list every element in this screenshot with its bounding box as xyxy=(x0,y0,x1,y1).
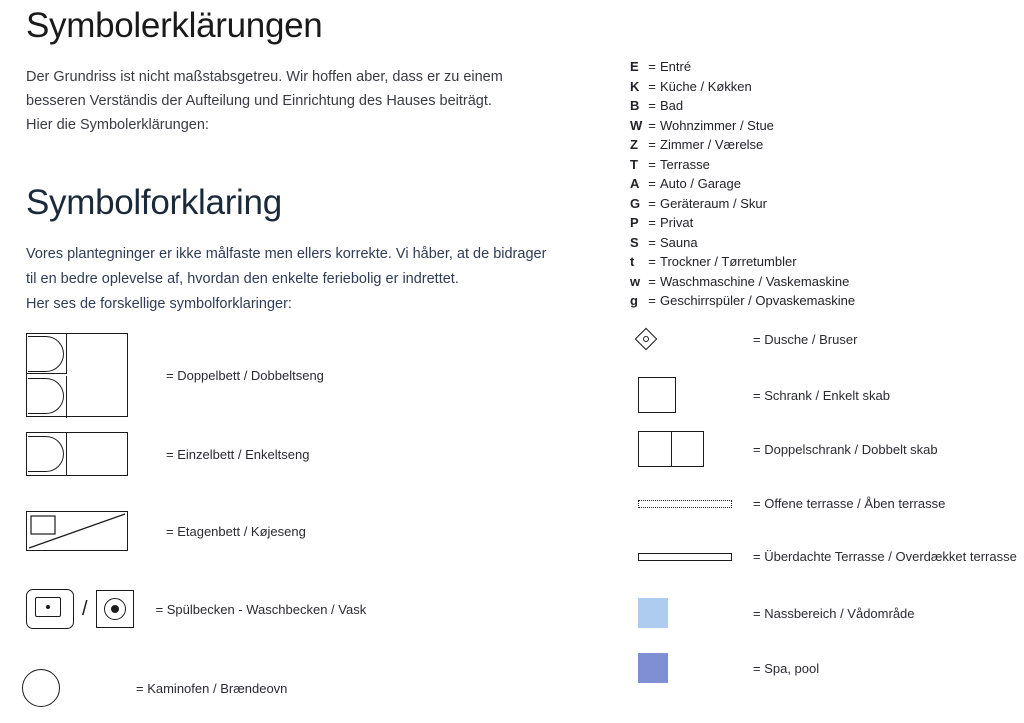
single-bed-icon xyxy=(26,432,128,476)
abbr-key: w xyxy=(630,273,641,289)
single-cabinet-icon xyxy=(638,377,676,413)
legend-label-wood-stove: = Kaminofen / Brændeovn xyxy=(136,680,288,696)
intro-paragraph-da xyxy=(26,242,596,317)
bunk-bed-icon xyxy=(26,511,128,551)
abbreviation-row xyxy=(630,174,1020,194)
legend-item-double-cabinet xyxy=(638,431,938,467)
abbr-equals: = xyxy=(648,215,656,230)
abbreviation-row xyxy=(630,233,1020,253)
abbr-equals: = xyxy=(648,98,656,113)
abbr-equals: = xyxy=(648,59,656,74)
double-bed-icon xyxy=(26,333,128,417)
legend-item-shower xyxy=(638,331,857,347)
legend-label-double-bed: = Doppelbett / Dobbeltseng xyxy=(166,367,324,383)
legend-label-spa-pool: = Spa, pool xyxy=(753,660,820,676)
abbr-value: Wohnzimmer / Stue xyxy=(660,117,774,133)
legend-label-double-cabinet: = Doppelschrank / Dobbelt skab xyxy=(753,441,938,457)
abbr-key: B xyxy=(630,98,640,113)
abbr-value: Trockner / Tørretumbler xyxy=(660,254,797,269)
abbr-value: Küche / Køkken xyxy=(660,78,752,94)
abbr-key: t xyxy=(630,254,635,269)
legend-label-bunk-bed: = Etagenbett / Køjeseng xyxy=(166,523,306,539)
covered-terrace-icon xyxy=(638,553,732,561)
open-terrace-icon xyxy=(638,500,732,508)
abbr-equals: = xyxy=(648,78,656,94)
double-cabinet-icon xyxy=(638,431,704,467)
intro-da-line-2: til en bedre oplevelse af, hvordan den enkelte feriebolig er indrettet. xyxy=(26,271,459,287)
abbr-value: Terrasse xyxy=(660,156,710,172)
abbr-key: G xyxy=(630,195,641,211)
abbr-key: A xyxy=(630,176,640,191)
abbr-key: K xyxy=(630,78,640,94)
intro-paragraph-de xyxy=(26,65,596,137)
page-title-da: Symbolforklaring xyxy=(26,183,282,222)
washbasin-icon xyxy=(96,590,134,628)
legend-item-wet-area xyxy=(638,598,915,628)
legend-item-covered-terrace xyxy=(638,549,1017,564)
abbr-value: Sauna xyxy=(660,234,698,250)
intro-de-line-3: Hier die Symbolerklärungen: xyxy=(26,117,209,133)
page-title-de: Symbolerklärungen xyxy=(26,6,323,45)
abbr-value: Geschirrspüler / Opvaskemaskine xyxy=(660,293,856,308)
abbreviation-row xyxy=(630,291,1020,311)
intro-da-line-1: Vores plantegninger er ikke målfaste men ellers korrekte. Vi håber, at de bidrager xyxy=(26,246,547,262)
abbr-value: Zimmer / Værelse xyxy=(660,137,764,152)
legend-label-wet-area: = Nassbereich / Vådområde xyxy=(753,605,915,621)
legend-label-covered-terrace: = Überdachte Terrasse / Overdækket terrasse xyxy=(753,549,1017,564)
abbr-value: Geräteraum / Skur xyxy=(660,195,767,211)
abbreviation-row xyxy=(630,116,1020,136)
abbreviation-row xyxy=(630,155,1020,175)
legend-item-wood-stove xyxy=(22,669,287,707)
sink-basin-icon xyxy=(26,589,74,629)
abbr-value: Privat xyxy=(660,215,694,230)
legend-label-open-terrace: = Offene terrasse / Åben terrasse xyxy=(753,496,946,511)
abbreviation-row xyxy=(630,272,1020,292)
wet-area-swatch-icon xyxy=(638,598,668,628)
legend-label-sink: = Spülbecken - Waschbecken / Vask xyxy=(155,601,367,617)
abbr-key: E xyxy=(630,59,639,74)
abbreviation-row xyxy=(630,135,1020,155)
abbreviation-list xyxy=(630,57,1020,311)
legend-label-single-bed: = Einzelbett / Enkeltseng xyxy=(166,446,310,462)
abbreviation-row xyxy=(630,194,1020,214)
abbr-equals: = xyxy=(648,117,656,133)
abbr-key: T xyxy=(630,156,638,172)
left-column xyxy=(26,0,596,317)
legend-item-spa-pool xyxy=(638,653,819,683)
shower-icon xyxy=(635,328,658,351)
intro-de-line-1: Der Grundriss ist nicht maßstabsgetreu. Wir hoffen aber, dass er zu einem xyxy=(26,69,503,85)
legend-item-single-cabinet xyxy=(638,377,890,413)
abbreviation-row xyxy=(630,57,1020,77)
abbr-key: Z xyxy=(630,137,638,152)
abbr-key: W xyxy=(630,117,643,133)
abbreviation-row xyxy=(630,213,1020,233)
abbr-equals: = xyxy=(648,234,656,250)
intro-da-line-3: Her ses de forskellige symbolforklaringer: xyxy=(26,296,292,312)
legend-label-single-cabinet: = Schrank / Enkelt skab xyxy=(753,387,890,403)
abbr-equals: = xyxy=(648,195,656,211)
abbr-key: g xyxy=(630,293,638,308)
abbr-value: Waschmaschine / Vaskemaskine xyxy=(660,273,850,289)
abbr-key: P xyxy=(630,215,639,230)
legend-item-open-terrace xyxy=(638,496,945,511)
legend-item-bunk-bed xyxy=(26,511,306,551)
abbr-key: S xyxy=(630,234,639,250)
spa-pool-swatch-icon xyxy=(638,653,668,683)
abbr-equals: = xyxy=(648,137,656,152)
abbr-equals: = xyxy=(648,176,656,191)
abbr-value: Entré xyxy=(660,59,692,74)
abbr-equals: = xyxy=(648,293,656,308)
abbr-equals: = xyxy=(648,156,656,172)
abbr-value: Bad xyxy=(660,98,684,113)
abbr-value: Auto / Garage xyxy=(660,176,741,191)
intro-de-line-2: besseren Verständis der Aufteilung und Einrichtung des Hauses beiträgt. xyxy=(26,93,492,109)
abbreviation-row xyxy=(630,252,1020,272)
legend-label-shower: = Dusche / Bruser xyxy=(753,331,858,347)
abbr-equals: = xyxy=(648,254,656,269)
abbreviation-row xyxy=(630,96,1020,116)
legend-item-single-bed xyxy=(26,432,309,476)
separator-slash: / xyxy=(82,597,88,620)
abbr-equals: = xyxy=(648,273,656,289)
wood-stove-icon xyxy=(22,669,60,707)
legend-item-sink xyxy=(26,589,366,629)
legend-item-double-bed xyxy=(26,333,324,417)
abbreviation-row xyxy=(630,77,1020,97)
